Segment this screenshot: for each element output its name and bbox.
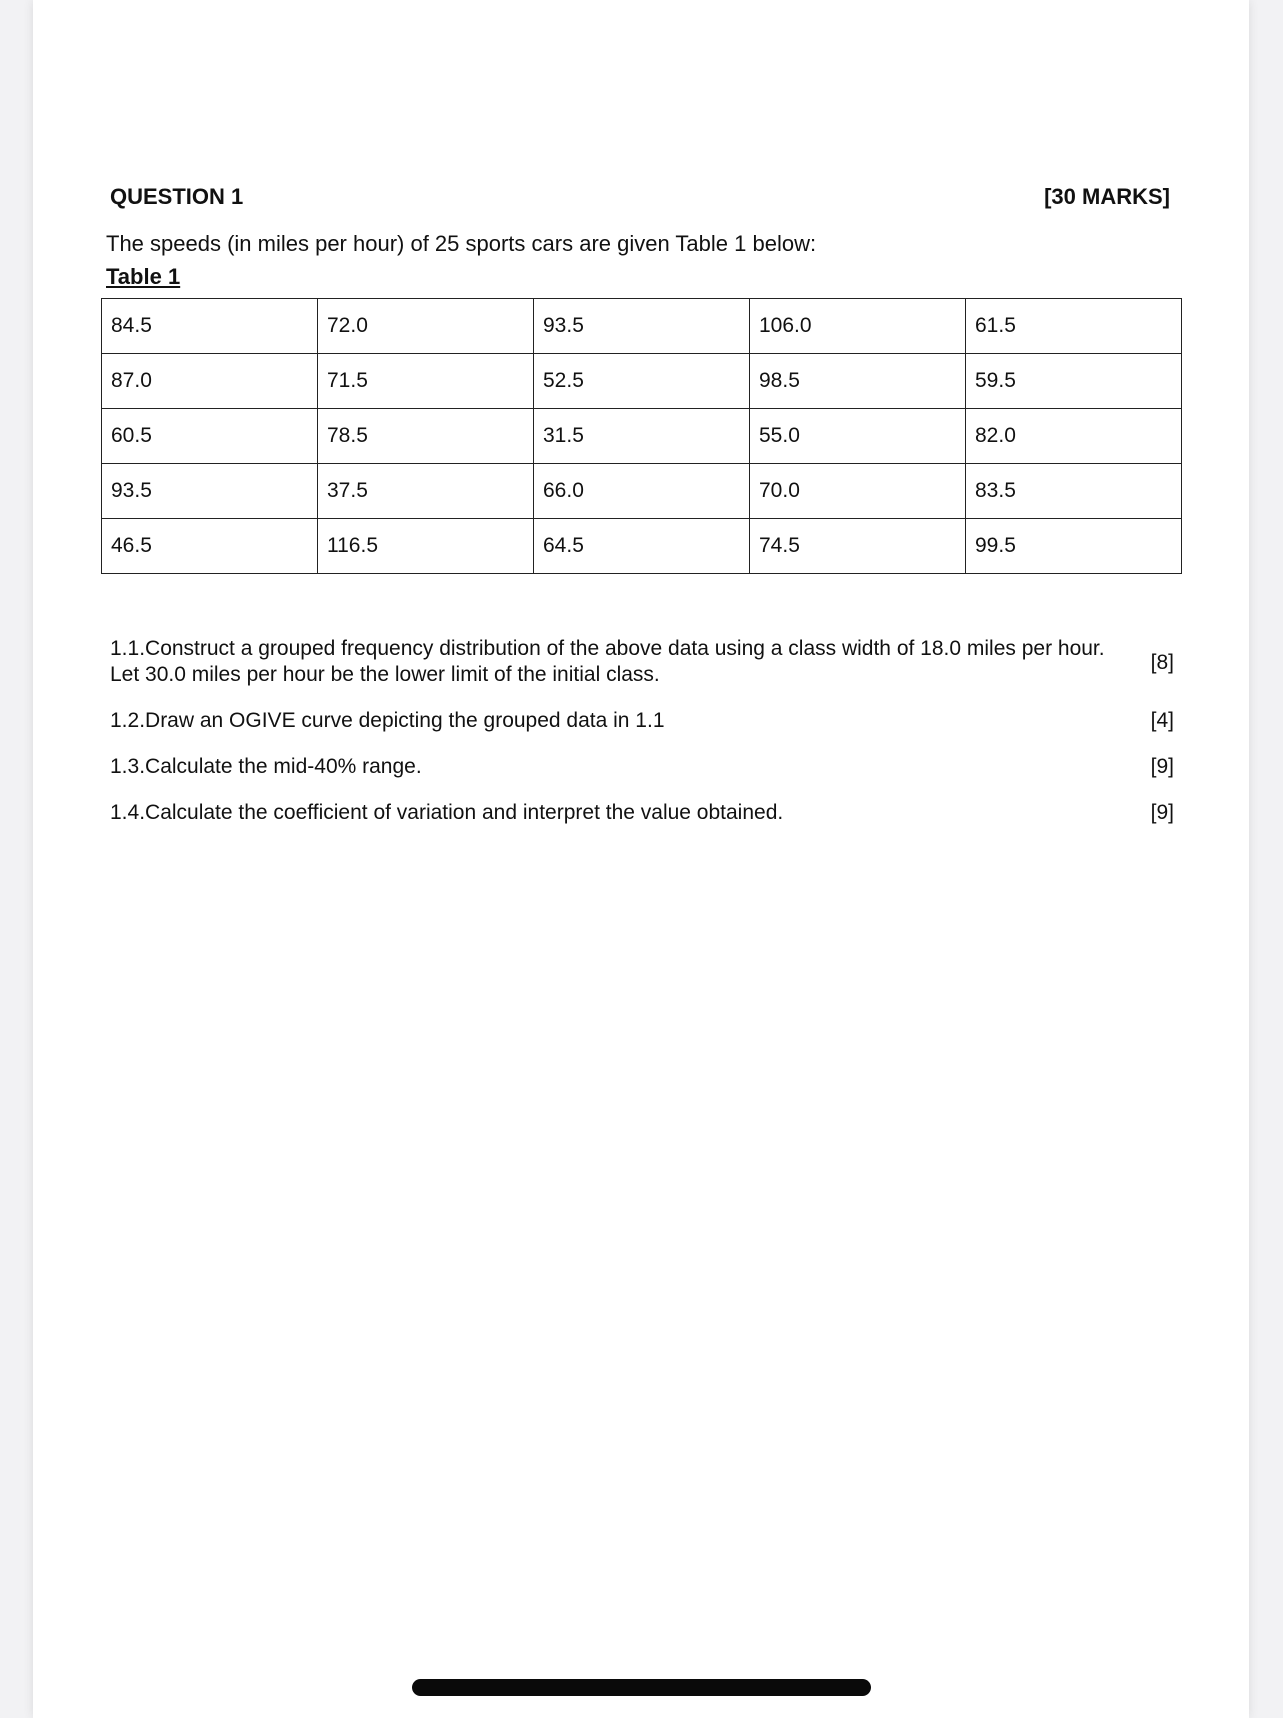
table-cell: 99.5 bbox=[966, 519, 1182, 574]
table-cell: 83.5 bbox=[966, 464, 1182, 519]
table-cell: 52.5 bbox=[534, 354, 750, 409]
table-row bbox=[102, 409, 1182, 464]
subquestion-marks: [8] bbox=[1150, 651, 1174, 674]
table-cell: 37.5 bbox=[318, 464, 534, 519]
subquestion-marks: [9] bbox=[1150, 801, 1174, 824]
table-cell: 72.0 bbox=[318, 299, 534, 354]
subquestion-item bbox=[110, 636, 1174, 688]
table-cell: 87.0 bbox=[102, 354, 318, 409]
subquestion-list bbox=[110, 636, 1174, 846]
table-row bbox=[102, 519, 1182, 574]
table-caption: Table 1 bbox=[106, 264, 181, 289]
subquestion-item bbox=[110, 800, 1174, 826]
table-cell: 98.5 bbox=[750, 354, 966, 409]
subquestion-text: 1.1.Construct a grouped frequency distribution of the above data using a class width of 18.0 miles per hour. Let 30.0 miles per hour be the lower limit of the initial class. bbox=[110, 637, 1105, 686]
home-indicator[interactable] bbox=[412, 1679, 871, 1696]
table-cell: 55.0 bbox=[750, 409, 966, 464]
table-cell: 71.5 bbox=[318, 354, 534, 409]
subquestion-marks: [9] bbox=[1150, 755, 1174, 778]
table-cell: 64.5 bbox=[534, 519, 750, 574]
table-row bbox=[102, 354, 1182, 409]
question-total-marks: [30 MARKS] bbox=[1044, 184, 1170, 209]
intro-text: The speeds (in miles per hour) of 25 sports cars are given Table 1 below: bbox=[106, 231, 817, 256]
table-cell: 70.0 bbox=[750, 464, 966, 519]
subquestion-text: 1.2.Draw an OGIVE curve depicting the grouped data in 1.1 bbox=[110, 709, 665, 732]
table-cell: 106.0 bbox=[750, 299, 966, 354]
document-page bbox=[33, 0, 1249, 1718]
table-cell: 46.5 bbox=[102, 519, 318, 574]
table-row bbox=[102, 299, 1182, 354]
speeds-table bbox=[101, 298, 1182, 574]
subquestion-marks: [4] bbox=[1150, 709, 1174, 732]
table-cell: 74.5 bbox=[750, 519, 966, 574]
subquestion-item bbox=[110, 754, 1174, 780]
table-cell: 78.5 bbox=[318, 409, 534, 464]
table-cell: 59.5 bbox=[966, 354, 1182, 409]
table-cell: 31.5 bbox=[534, 409, 750, 464]
table-row bbox=[102, 464, 1182, 519]
table-cell: 60.5 bbox=[102, 409, 318, 464]
subquestion-text: 1.4.Calculate the coefficient of variation and interpret the value obtained. bbox=[110, 801, 784, 824]
table-cell: 61.5 bbox=[966, 299, 1182, 354]
subquestion-text: 1.3.Calculate the mid-40% range. bbox=[110, 755, 422, 778]
table-cell: 82.0 bbox=[966, 409, 1182, 464]
table-cell: 84.5 bbox=[102, 299, 318, 354]
question-title: QUESTION 1 bbox=[110, 184, 244, 209]
table-cell: 93.5 bbox=[534, 299, 750, 354]
table-cell: 116.5 bbox=[318, 519, 534, 574]
table-cell: 93.5 bbox=[102, 464, 318, 519]
table-cell: 66.0 bbox=[534, 464, 750, 519]
question-header bbox=[110, 184, 1170, 210]
subquestion-item bbox=[110, 708, 1174, 734]
